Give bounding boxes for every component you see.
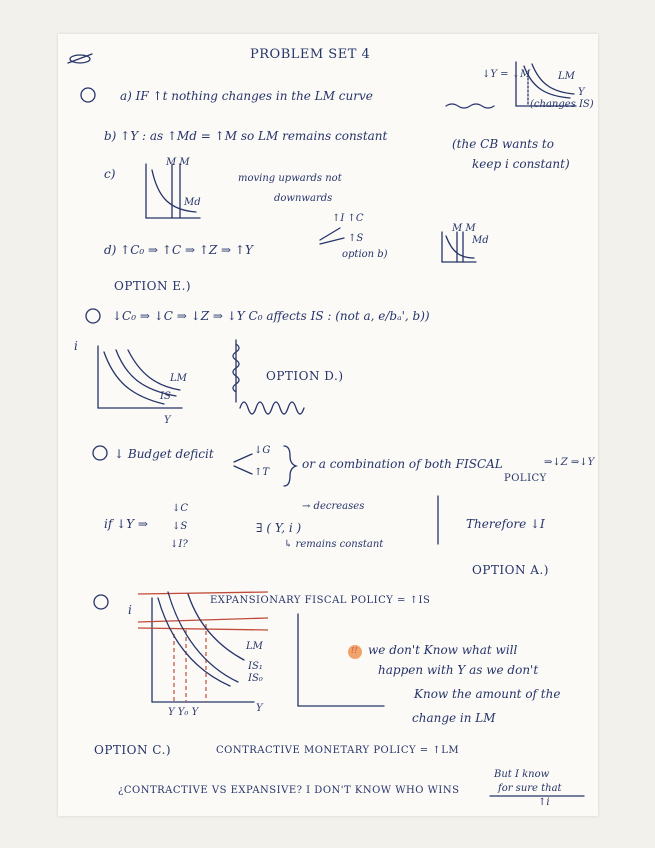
q1b-text: b) ↑Y : as ↑Md = ↑M so LM remains constant [104,129,388,143]
q1a-text: a) IF ↑t nothing changes in the LM curve [120,89,373,103]
q1a-graph-y: Y [578,87,585,98]
q3-therefore: Therefore ↓I [466,517,545,531]
q1b-note-1: (the CB wants to [452,137,554,151]
q3-if-y: if ↓Y ⇒ [104,517,148,531]
q2-text: ↓C₀ ⇒ ↓C ⇒ ↓Z ⇒ ↓Y C₀ affects IS : (not a, e/bₐ', b)) [112,309,430,323]
q3-remains-constant: ↳ remains constant [284,539,384,550]
q1d-graph-label-md: Md [472,235,489,246]
q3-decreases: → decreases [302,501,365,512]
brace-mark [284,446,296,486]
q1a-note: (changes IS) [530,99,594,110]
q1b-note-2: keep i constant) [472,157,570,171]
q3-exists: ∃ ( Y, i ) [256,521,302,535]
q1a-graph-lm: LM [558,71,575,82]
q4-question: ¿CONTRACTIVE VS EXPANSIVE? I DON'T KNOW WHO WINS [118,785,460,796]
q1c-graph-label-md: Md [184,197,201,208]
q4-is0-label: IS₀ [248,673,263,684]
q4-axis-y: Y [256,703,263,714]
q3-list-s: ↓S [172,521,188,532]
q4-contractive: CONTRACTIVE MONETARY POLICY = ↑LM [216,745,460,756]
q2-axis-i: i [74,339,78,353]
q1c-label: c) [104,167,116,181]
q2-is-label: IS [160,391,171,402]
circled-number-3-icon [93,446,107,460]
q1a-graph-label: ↓Y = ↓M [482,69,531,80]
q3-policy: POLICY [504,473,547,484]
q1-option: OPTION E.) [114,279,192,293]
doodle-icon [68,54,92,63]
q4-y-labels: Y Y₀ Y [168,707,199,718]
q3-option: OPTION A.) [472,563,549,577]
q3-list-i: ↓I? [170,539,188,550]
q4-empty-graph [298,614,384,706]
q1d-graph [442,232,476,262]
q1c-text-2: downwards [274,193,333,204]
q1c-graph [146,164,200,218]
branch-line [234,454,252,462]
q4-note-tag: !! [351,646,358,655]
q1d-side-3: option b) [342,249,388,260]
q3-budget-deficit: ↓ Budget deficit [114,447,214,461]
page-title: PROBLEM SET 4 [250,47,371,62]
q4-expansionary: EXPANSIONARY FISCAL POLICY = ↑IS [210,595,431,606]
q1d-text: d) ↑C₀ ⇒ ↑C ⇒ ↑Z ⇒ ↑Y [104,243,253,257]
q4-but-3: ↑i [538,797,550,808]
circled-number-1-icon [81,88,95,102]
q4-but-2: for sure that [498,783,562,794]
q3-arrow: ⇒↓Z ⇒↓Y [544,457,595,468]
q1d-side-2: ↑S [348,233,364,244]
q4-option: OPTION C.) [94,743,172,757]
circled-number-2-icon [86,309,100,323]
branch-line [320,228,340,240]
q4-note-1: we don't Know what will [368,643,518,657]
q3-list-c: ↓C [172,503,189,514]
q1c-graph-label: M M [166,157,190,168]
q4-note-2: happen with Y as we don't [378,663,539,677]
q2-lm-label: LM [170,373,187,384]
circled-number-4-icon [94,595,108,609]
strikeout-mark [446,104,494,108]
branch-line [234,466,252,474]
q3-combination: or a combination of both FISCAL [302,457,503,471]
q2-axis-y: Y [164,415,171,426]
notebook-page [58,34,598,816]
q1d-side-1: ↑I ↑C [332,213,364,224]
q3-branch-g: ↓G [254,445,271,456]
q4-axis-i: i [128,603,132,617]
q4-lm-label: LM [246,641,263,652]
q1d-graph-label: M M [452,223,476,234]
q4-note-4: change in LM [412,711,496,725]
q2-option: OPTION D.) [266,369,344,383]
q1c-text-1: moving upwards not [238,173,342,184]
q4-is1-label: IS₁ [248,661,263,672]
q4-note-3: Know the amount of the [414,687,561,701]
q3-branch-t: ↑T [254,467,270,478]
q4-but-1: But I know [494,769,550,780]
branch-line [320,238,344,244]
